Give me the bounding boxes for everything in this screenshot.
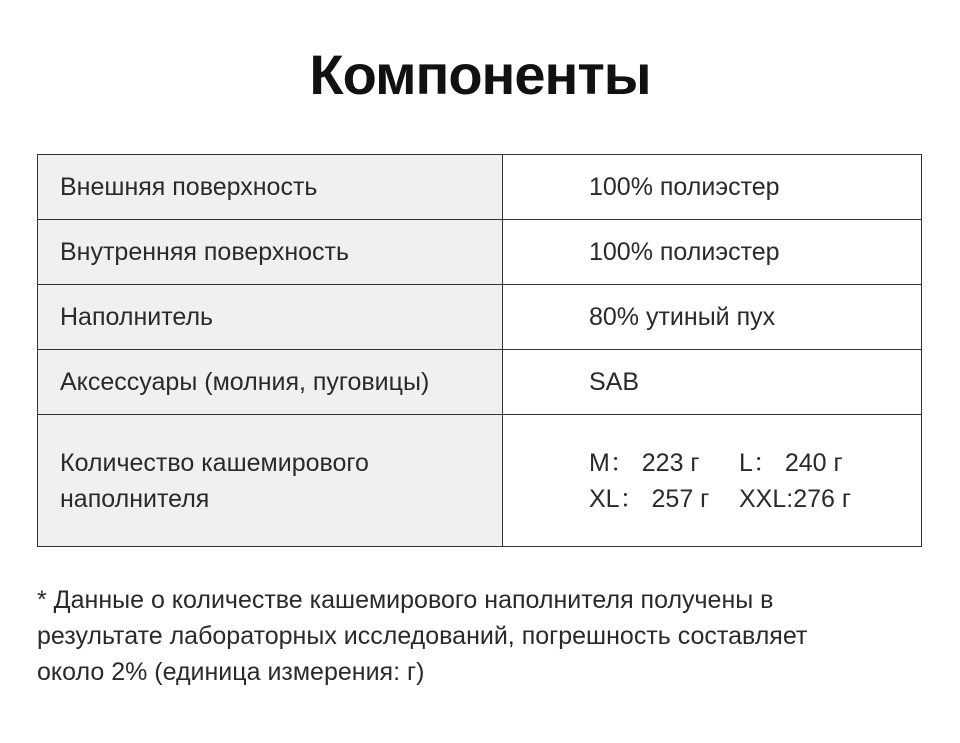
row-value: SAB	[503, 350, 922, 415]
table-row	[38, 350, 922, 415]
page-title: Компоненты	[309, 43, 651, 106]
footnote-line: около 2% (единица измерения: г)	[37, 658, 425, 686]
row-label: Внешняя поверхность	[38, 155, 503, 220]
fill-amount-label	[38, 415, 503, 547]
footnote-line: результате лабораторных исследований, погрешность составляет	[37, 622, 808, 650]
footnote-line: * Данные о количестве кашемирового наполнителя получены в	[37, 586, 774, 614]
size-xxl-amount: XXL:276 г	[739, 484, 851, 513]
components-table	[37, 154, 922, 547]
footnote	[37, 582, 927, 690]
fill-amount-values	[503, 415, 922, 547]
fill-amount-label-line: Количество кашемирового	[60, 448, 369, 477]
row-value: 100% полиэстер	[503, 220, 922, 285]
size-line	[589, 481, 921, 517]
table-row	[38, 220, 922, 285]
size-m-amount: M： 223 г	[589, 448, 700, 477]
size-line	[589, 445, 921, 481]
fill-amount-label-line: наполнителя	[60, 484, 210, 513]
size-xl-amount: XL： 257 г	[589, 484, 710, 513]
size-l-amount: L： 240 г	[739, 448, 843, 477]
row-label: Внутренняя поверхность	[38, 220, 503, 285]
row-value: 80% утиный пух	[503, 285, 922, 350]
row-value: 100% полиэстер	[503, 155, 922, 220]
table-row	[38, 285, 922, 350]
row-label: Аксессуары (молния, пуговицы)	[38, 350, 503, 415]
table-row-fill-amount	[38, 415, 922, 547]
table-row	[38, 155, 922, 220]
row-label: Наполнитель	[38, 285, 503, 350]
